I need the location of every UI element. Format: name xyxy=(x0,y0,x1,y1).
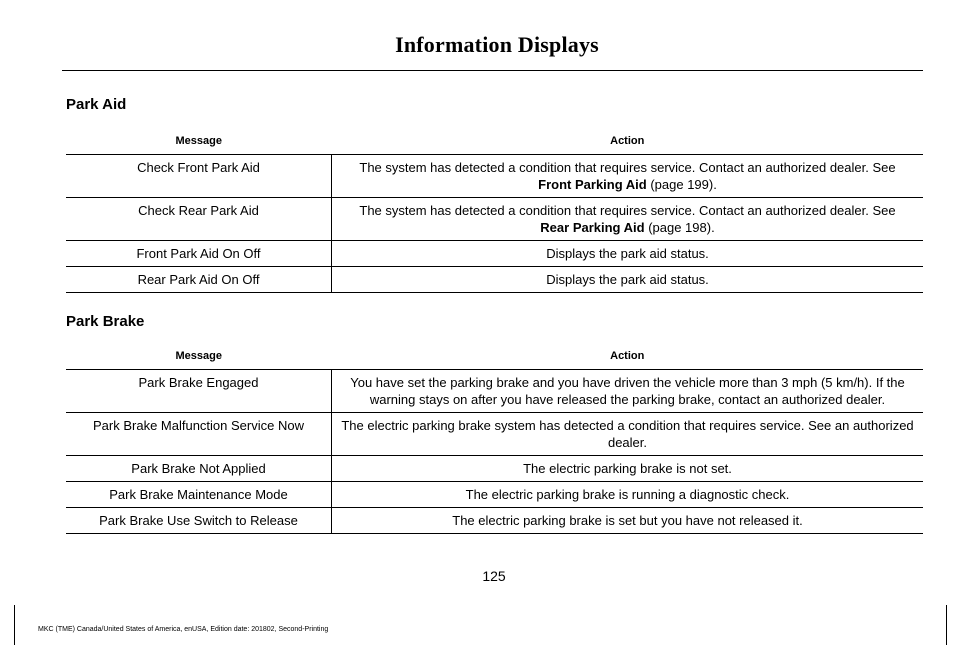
message-cell: Check Front Park Aid xyxy=(66,155,332,198)
table-header-row xyxy=(66,128,923,155)
page-title: Information Displays xyxy=(395,32,599,57)
column-header-action: Action xyxy=(332,128,924,155)
page-reference: (page 199). xyxy=(646,177,717,192)
cross-reference-link[interactable]: Front Parking Aid xyxy=(538,177,647,192)
action-cell: The electric parking brake is set but you have not released it. xyxy=(332,508,924,534)
table-row xyxy=(66,155,923,198)
crop-mark-left xyxy=(0,605,15,645)
column-header-action: Action xyxy=(332,343,924,370)
action-cell: Displays the park aid status. xyxy=(332,267,924,293)
message-cell: Park Brake Use Switch to Release xyxy=(66,508,332,534)
action-cell: The electric parking brake is running a diagnostic check. xyxy=(332,482,924,508)
message-cell: Front Park Aid On Off xyxy=(66,241,332,267)
park-brake-table xyxy=(66,343,923,534)
header-divider xyxy=(62,70,923,71)
action-cell xyxy=(332,155,924,198)
action-text: The system has detected a condition that requires service. Contact an authorized dealer. See xyxy=(359,203,896,218)
action-cell: The electric parking brake is not set. xyxy=(332,456,924,482)
action-cell: You have set the parking brake and you have driven the vehicle more than 3 mph (5 km/h). If the warning stays on after you have released the parking brake, contact an authorized dealer. xyxy=(332,370,924,413)
table-row xyxy=(66,241,923,267)
column-header-message: Message xyxy=(66,343,332,370)
table-row xyxy=(66,370,923,413)
section-heading-park-brake: Park Brake xyxy=(66,313,145,330)
table-row xyxy=(66,413,923,456)
table-row xyxy=(66,456,923,482)
table-row xyxy=(66,508,923,534)
edition-footer: MKC (TME) Canada/United States of America, enUSA, Edition date: 201802, Second-Printing xyxy=(38,626,329,633)
page-number: 125 xyxy=(482,568,506,584)
table-row xyxy=(66,198,923,241)
action-text: The system has detected a condition that requires service. Contact an authorized dealer. See xyxy=(359,160,896,175)
cross-reference-link[interactable]: Rear Parking Aid xyxy=(540,220,645,235)
action-cell: Displays the park aid status. xyxy=(332,241,924,267)
message-cell: Park Brake Malfunction Service Now xyxy=(66,413,332,456)
action-cell: The electric parking brake system has detected a condition that requires service. See an authorized dealer. xyxy=(332,413,924,456)
action-cell xyxy=(332,198,924,241)
message-cell: Park Brake Maintenance Mode xyxy=(66,482,332,508)
table-row xyxy=(66,267,923,293)
message-cell: Park Brake Not Applied xyxy=(66,456,332,482)
table-header-row xyxy=(66,343,923,370)
park-aid-table xyxy=(66,128,923,293)
table-row xyxy=(66,482,923,508)
message-cell: Check Rear Park Aid xyxy=(66,198,332,241)
crop-mark-right xyxy=(946,605,960,645)
page-reference: (page 198). xyxy=(644,220,715,235)
message-cell: Rear Park Aid On Off xyxy=(66,267,332,293)
message-cell: Park Brake Engaged xyxy=(66,370,332,413)
column-header-message: Message xyxy=(66,128,332,155)
section-heading-park-aid: Park Aid xyxy=(66,96,127,113)
